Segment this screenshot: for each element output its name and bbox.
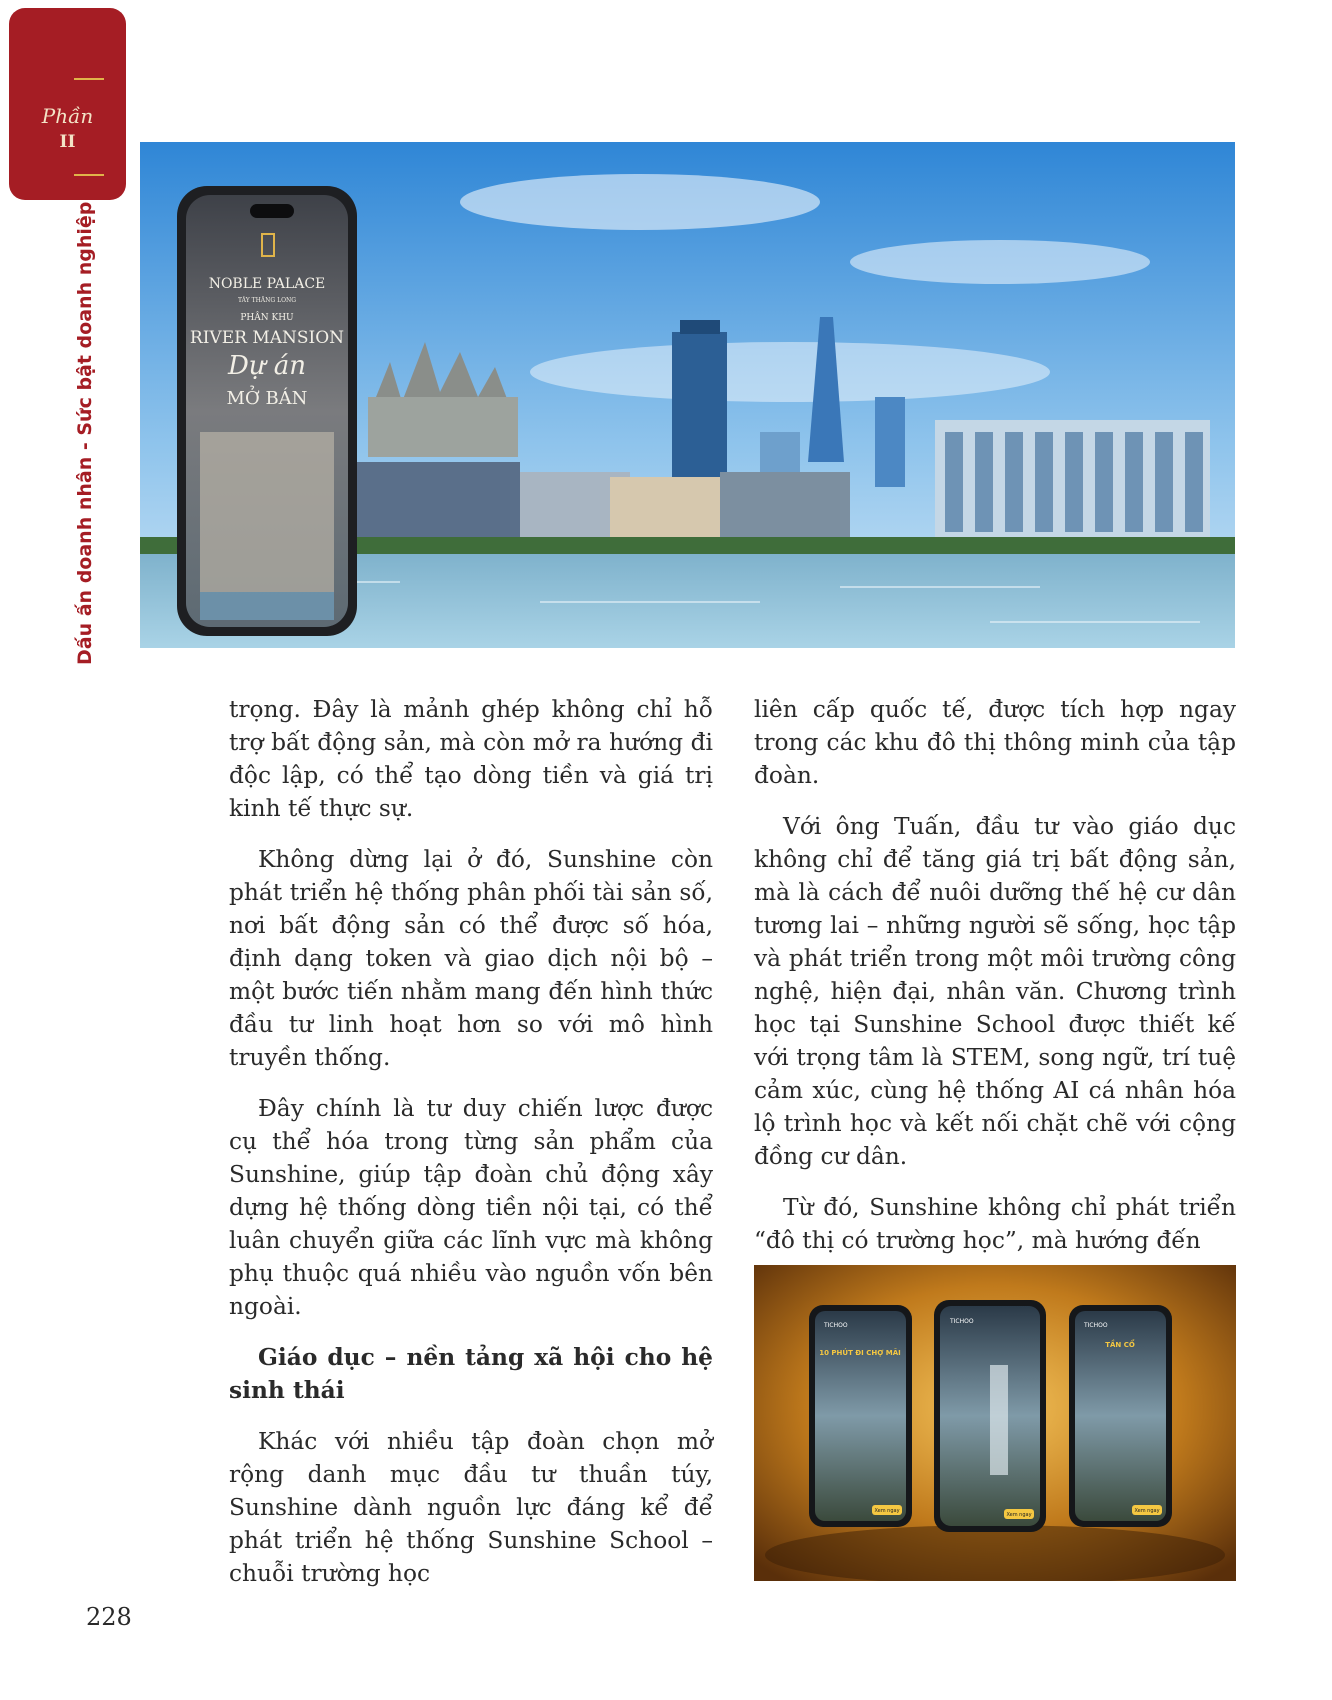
phone-script-line: Dự án: [227, 351, 307, 381]
paragraph: Từ đó, Sunshine không chỉ phát triển “đô thị có trường học”, mà hướng đến: [754, 1194, 1236, 1254]
paragraph: Không dừng lại ở đó, Sunshine còn phát triển hệ thống phân phối tài sản số, nơi bất động sản có thể được số hóa, định dạng token và giao dịch nội bộ – một bước tiến nhằm mang đến hình thức đầu tư linh hoạt hơn so với mô hình truyền thống.: [229, 846, 713, 1071]
paragraph: Với ông Tuấn, đầu tư vào giáo dục không chỉ để tăng giá trị bất động sản, mà là cách để nuôi dưỡng thế hệ cư dân tương lai – những người sẽ sống, học tập và phát triển trong một môi trường công nghệ, hiện đại, nhân văn. Chương trình học tại Sunshine School được thiết kế với trọng tâm là STEM, song ngữ, trí tuệ cảm xúc, cùng hệ thống AI cá nhân hóa lộ trình học và kết nối chặt chẽ với cộng đồng cư dân.: [754, 813, 1236, 1170]
tab-word: Phần: [41, 104, 94, 128]
section-tab: [9, 8, 126, 200]
paragraph: Đây chính là tư duy chiến lược được cụ thể hóa trong từng sản phẩm của Sunshine, giúp tập đoàn chủ động xây dựng hệ thống dòng tiền nội tại, có thể luân chuyển giữa các lĩnh vực mà không phụ thuộc quá nhiều vào nguồn vốn bên ngoài.: [229, 1095, 713, 1320]
tab-divider-bottom: [74, 174, 104, 176]
tab-number: II: [59, 132, 76, 152]
section-heading: Giáo dục – nền tảng xã hội cho hệ sinh thái: [229, 1344, 713, 1404]
phone-status: MỞ BÁN: [226, 388, 308, 409]
phone-brand-sub: TÂY THĂNG LONG: [237, 297, 297, 304]
phone-brand: NOBLE PALACE: [208, 276, 326, 292]
page-number: 228: [86, 1603, 132, 1631]
screen-top-label: TICHOO: [1084, 1322, 1108, 1329]
phone-project: RIVER MANSION: [189, 328, 345, 348]
screen-button: Xem ngay: [1006, 1512, 1032, 1518]
screen-top-label: TICHOO: [824, 1322, 848, 1329]
tab-divider-top: [74, 78, 104, 80]
right-column: [754, 693, 1236, 1275]
screen-headline: TẦN CỔ: [1105, 1341, 1135, 1349]
screen-top-label: TICHOO: [950, 1318, 974, 1325]
phone-subzone: PHÂN KHU: [240, 313, 294, 323]
screen-button: Xem ngay: [874, 1508, 900, 1514]
left-column: [229, 693, 713, 1608]
paragraph: liên cấp quốc tế, được tích hợp ngay trong các khu đô thị thông minh của tập đoàn.: [754, 696, 1236, 789]
section-label: Dấu ấn doanh nhân - Sức bật doanh nghiệp: [74, 201, 96, 665]
screen-button: Xem ngay: [1134, 1508, 1160, 1514]
paragraph: Khác với nhiều tập đoàn chọn mở rộng danh mục đầu tư thuần túy, Sunshine dành nguồn lực đáng kể để phát triển hệ thống Sunshine School – chuỗi trường học: [229, 1428, 713, 1587]
phones-image: [754, 1265, 1236, 1581]
hero-image: [140, 142, 1235, 648]
screen-headline: 10 PHÚT ĐI CHỢ MÃI: [819, 1349, 901, 1357]
paragraph: trọng. Đây là mảnh ghép không chỉ hỗ trợ bất động sản, mà còn mở ra hướng đi độc lập, có thể tạo dòng tiền và giá trị kinh tế thực sự.: [229, 696, 713, 822]
